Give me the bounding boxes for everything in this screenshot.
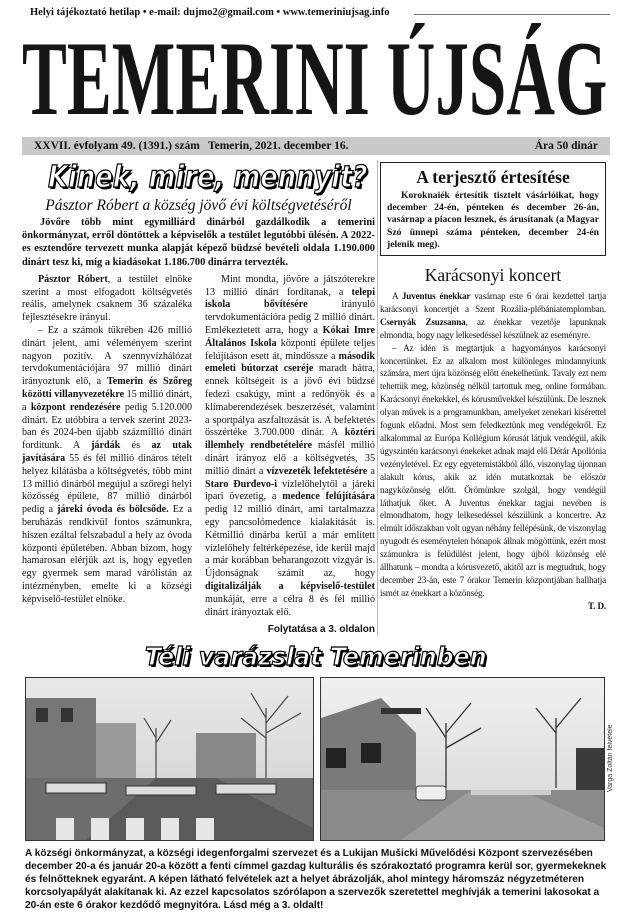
paragraph	[380, 342, 606, 600]
concert-body	[380, 290, 606, 600]
text-run: , az énekkar vezetője lapunknak elmondta, hogy nagy lelkesedéssel készülnek az eseményre.	[380, 316, 606, 340]
text-run: és	[120, 440, 152, 452]
text-run: – Az idén is megtartjuk a hagyományos karácsonyi koncertünket. Ez az alkalom most különleges mindannyiunk számára, mert újra közönség előtt énekelhetünk. Tavaly ezt nem tehettük meg, közönség nélkül tartottuk meg, online formában. Karácsonyi énekekkel, és kórusművekkel készülünk. De lesznek olyan művek is a programunkban, amelyeket zenekari kísérettel fogunk előadni. Most sem feledkeztünk meg vendégekről. Ez alkalommal az Európa Kollégium kórusát látjuk vendégül, akik úgyszintén karácsonyi énekeket adnak majd elő Détár Apollónia vezényletével. Ez egy egyetemistákból álló, viszonylag újonnan alakult kórus, akik az idén mutatkoztak be először nagyközönség előtt. Örömünkre szolgál, hogy vendégül láthatjuk őket. A Juventus énekkar tagjai nevében is elmondhatom, hogy lelkesedéssel készülünk a koncertre. Az elmúlt időszakban volt ugyan néhány fellépésünk, de viszonylag nyugodt és eseménytelen hónapok állnak mögöttünk, ezért most számunkra is felüdülést jelent, hogy újból közönség elé állhatunk – mondta a kórusvezető, akitől azt is megtudtuk, hogy december 23-án, este 7 órakor Temerin központjában hallhatja ismét az énekkart a közönség.	[380, 342, 606, 598]
bold-phrase: Csernyák Zsuzsanna	[380, 316, 466, 327]
bold-phrase: az utak javítására	[22, 440, 192, 464]
masthead-tagline	[22, 6, 610, 20]
bold-phrase: digitalizálják a képviselő-testület	[205, 580, 375, 592]
continued-note[interactable]: Folytatása a 3. oldalon	[267, 624, 375, 636]
paragraph	[22, 325, 192, 607]
newspaper-title: TEMERINI ÚJSÁG	[22, 20, 608, 137]
winter-headline-block	[22, 642, 610, 672]
paragraph	[380, 290, 606, 342]
bold-phrase: járdák	[91, 440, 121, 452]
distributor-notice-box	[380, 162, 606, 256]
newspaper-title-block	[22, 20, 610, 137]
lead-headline: Kinek, mire, mennyit?	[48, 160, 368, 195]
bold-phrase: Juventus énekkar	[401, 291, 471, 302]
bold-phrase: Staro Đurđevo-i	[205, 478, 278, 490]
photo-row	[22, 677, 614, 841]
text-run: 15 millió dinárt, a	[22, 388, 192, 413]
text-run: 55 és fél millió dináros tételt helyez kilátásba a költségvetés, több mint 13 millió dinárból megújul a szőregi helyi közösség épülete, 87 millió dinárból pedig a	[22, 452, 192, 516]
concert-article	[380, 290, 606, 613]
text-run: irányuló tervdokumentációra pedig 2 millió dinárt. Emlékeztetett arra, hogy a	[205, 299, 375, 336]
text-run: A	[392, 291, 402, 302]
bold-phrase: központ rendezésére	[30, 401, 121, 413]
bold-phrase: Pásztor Róbert	[38, 273, 108, 285]
lead-subtitle: Pásztor Róbert a község jövő évi költségvetéséről	[45, 197, 352, 214]
text-run: Mint mondta, jövőre a játszóterekre 13 millió dinárt fordítanak, a	[205, 273, 375, 298]
text-run: másfél millió dinárt irányoz elő a költségvetés, 35 millió dinárt a	[205, 440, 375, 477]
photo-credit: Varga Zoltán felvétele	[607, 724, 614, 793]
bold-phrase: köztéri illemhely rendbetételére	[205, 427, 375, 452]
tagline-rule	[414, 14, 610, 15]
photo-street-winter	[320, 677, 605, 841]
text-run: a	[367, 465, 375, 477]
text-run: maradt hátra, ennek költségeit is a jövő évi büdzsé fedezi csakúgy, mint a redőnyök és a klímaberendezések beszerzését, valamint a sportpálya aszfaltozását is. A befektetés összértéke 3.700.000 dinár. A	[205, 363, 375, 439]
tagline-text: Helyi tájékoztató hetilap • e-mail: dujmo2@gmail.com • www.temeriniujsag.info	[30, 7, 390, 18]
bold-phrase: járeki óvoda és bölcsőde.	[57, 504, 169, 516]
text-run: vízlelőhelytől a járeki ipari övezetig, a	[205, 478, 375, 503]
photo-caption: A községi önkormányzat, a községi idegenforgalmi szervezet és a Lukijan Mušicki Művelődési Központ szervezésében december 20-a és január 20-a között a fenti címmel gazdag kulturális és szórakoztató programra kerül sor, gyermekeknek és felnőtteknek egyaránt. A képen látható felvételek azt a helyet ábrázolják, ahol mintegy háromszáz négyzetméteren korcsolyapályát alakítanak ki. Az ezzel kapcsolatos szórólapon a szervezők szeretettel meghívják a temerini lakosokat a 20-án este 6 órakor kezdődő megnyitóra. Lásd még a 3. oldalt!	[25, 848, 607, 912]
text-run: pedig 5.120.000 dinárt. Ez utóbbira a tervek szerint 2023-ban és 2024-ben újabb százmillió dinárt fordítunk. A	[22, 401, 192, 452]
lead-headline-block	[22, 160, 375, 196]
winter-headline: Téli varázslat Temerinben	[145, 642, 487, 672]
right-column	[380, 160, 606, 613]
issue-bar	[22, 137, 610, 155]
article-column-1	[22, 274, 192, 620]
article-column-2	[205, 274, 375, 620]
notice-title: A terjesztő értesítése	[416, 167, 570, 187]
column-divider	[377, 160, 378, 636]
main-section	[22, 160, 610, 636]
text-run: pedig 12 millió dinárt, ami tartalmazza egy pancsolómedence kialakítását is. Kétmillió dinárba kerül a már említett vízlelőhely feltérképezése, ide kerül majd a már korábban beharangozott vízgyár is. Újdonságnak számít az, hogy	[205, 504, 375, 580]
paragraph	[22, 274, 192, 325]
bold-phrase: medence felújítására	[282, 491, 375, 503]
bold-phrase: Temerin és Szőreg közötti villanyvezetékre	[22, 376, 192, 400]
article-columns	[22, 274, 375, 620]
bold-phrase: Kókai Imre Általános Iskola	[205, 325, 375, 349]
text-run: munkáját, erre a célra 8 és fél millió dinárt irányoztak elő.	[205, 593, 375, 618]
concert-headline: Karácsonyi koncert	[424, 265, 562, 286]
issue-price: Ára 50 dinár	[534, 140, 598, 152]
text-run: vasárnap este 6 órai kezdettel tartja karácsonyi koncertjét a Szent Rozália-plébániatemplomban.	[380, 291, 606, 314]
bold-phrase: vízvezeték lefektetésére	[266, 465, 368, 477]
bold-phrase: telepi iskola bővítésére	[205, 286, 375, 311]
text-run: , a testület elnöke szerint a most elfogadott költségvetés reális, amelynek csaknem 36 százaléka fejlesztésekre irányul.	[22, 273, 192, 324]
text-run: – Ez a számok tükrében 426 millió dinárt jelent, ami véleményem szerint nagyon pozitív. A szennyvízhálózat tervdokumentációjára 97 millió dinárt irányoztunk elő, a	[22, 325, 192, 388]
text-run: központi épülete teljes felújításon esett át, mindössze a	[205, 337, 375, 362]
lead-paragraph: Jövőre több mint egymilliárd dinárból gazdálkodik a temerini önkormányzat, erről döntöttek a képviselők a testület legutóbbi ülésén. A 2022-es esztendőre tervezett munka alapját képező büdzsé bevételi oldala 1.190.000 dinárt tesz ki, míg a kiadásokat 1.186.700 dinárra tervezték.	[22, 217, 375, 268]
text-run: Ez a beruházás rendkívül fontos számunkra, hiszen ezáltal felszabadul a hely az óvoda központi épületében. Abban bízom, hogy hamarosan elérjük azt is, hogy egyetlen egy gyermek sem marad várólistán az intézményben, emelte ki a községi képviselő-testület elnöke.	[22, 504, 192, 605]
lead-article	[22, 160, 375, 636]
photo-square-barriers	[25, 677, 314, 841]
bold-phrase: második emeleti bútorzat cseréje	[205, 350, 375, 375]
notice-text: Koroknaiék értesítik tisztelt vásárlóikat, hogy december 24-én, pénteken és december 26-án, vasárnap a piacon lesznek, és árusítanak (a Magyar Szó ünnepi száma pénteken, december 24-én jelenik meg).	[387, 190, 599, 250]
issue-number: XXVII. évfolyam 49. (1391.) szám	[34, 140, 200, 152]
concert-signature: T. D.	[587, 600, 606, 611]
paragraph	[205, 274, 375, 620]
issue-date: Temerin, 2021. december 16.	[208, 140, 349, 152]
